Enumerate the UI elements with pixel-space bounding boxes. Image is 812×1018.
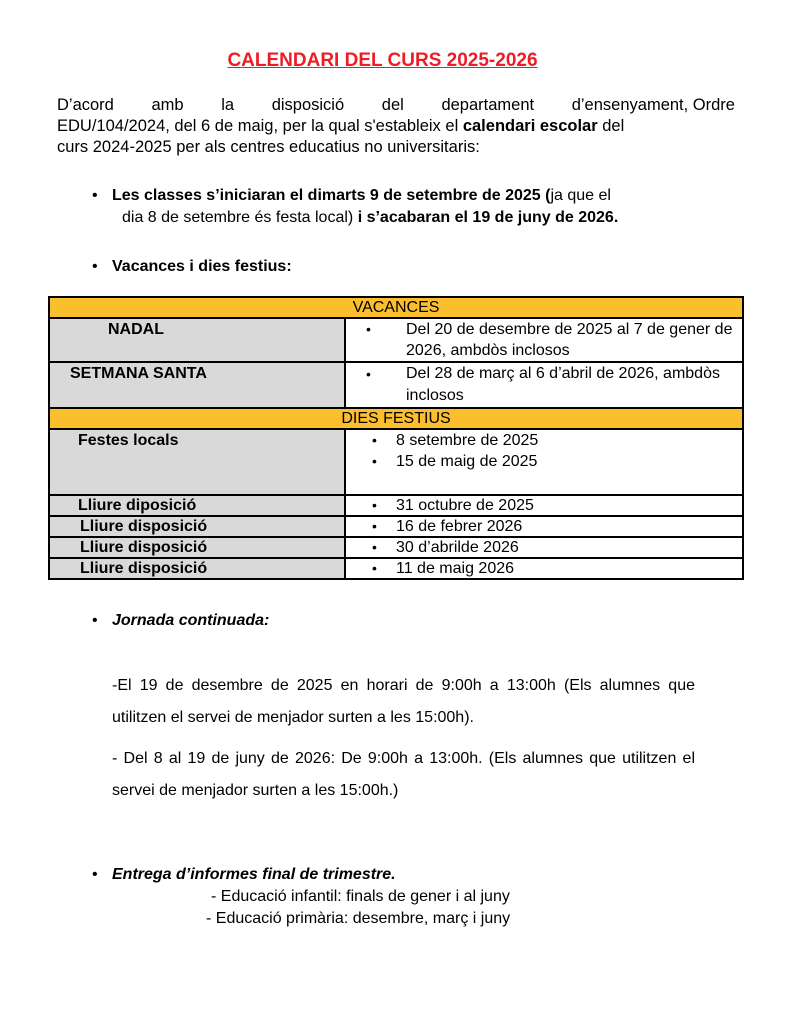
header-cell: DIES FESTIUS bbox=[49, 408, 743, 429]
value-text: 30 d’abrilde 2026 bbox=[396, 539, 519, 556]
table-header-vacances bbox=[49, 297, 743, 318]
row-value bbox=[345, 537, 743, 558]
table-row bbox=[49, 537, 743, 558]
intro-paragraph bbox=[57, 95, 735, 158]
row-label: Lliure disposició bbox=[49, 558, 345, 579]
table-header-festius bbox=[49, 408, 743, 429]
section-heading: Entrega d’informes final de trimestre. bbox=[112, 866, 396, 883]
word: d’ensenyament, Ordre bbox=[571, 96, 735, 114]
table-row bbox=[49, 495, 743, 516]
bullet-icon: • bbox=[372, 560, 377, 576]
text: EDU/104/2024, del 6 de maig, per la qual s'estableix el bbox=[57, 117, 463, 135]
calendar-table bbox=[48, 296, 744, 580]
row-value bbox=[345, 362, 743, 408]
bullet-icon: • bbox=[372, 453, 377, 469]
value-text: 8 setembre de 2025 bbox=[396, 432, 539, 449]
bullet-icon: • bbox=[372, 432, 377, 448]
text: dia 8 de setembre és festa local) bbox=[122, 209, 358, 226]
bullet-icon: • bbox=[92, 612, 98, 629]
text: ja que el bbox=[550, 187, 611, 204]
text: del bbox=[597, 117, 625, 135]
row-value bbox=[345, 558, 743, 579]
table-row bbox=[49, 362, 743, 408]
section-heading: Jornada continuada: bbox=[112, 612, 270, 629]
intro-line-3: curs 2024-2025 per als centres educatius no universitaris: bbox=[57, 138, 480, 156]
bullet-icon: • bbox=[372, 497, 377, 513]
row-label: NADAL bbox=[49, 318, 345, 362]
value-text: Del 28 de març al 6 d’abril de 2026, ambdòs inclosos bbox=[406, 365, 720, 404]
intro-line-1 bbox=[57, 95, 735, 116]
section-heading: Vacances i dies festius: bbox=[112, 258, 292, 275]
value-text: 11 de maig 2026 bbox=[396, 560, 515, 577]
bullet-icon: • bbox=[92, 187, 98, 204]
value-text: 16 de febrer 2026 bbox=[396, 518, 523, 535]
bullet-jornada bbox=[92, 612, 269, 630]
bullet-icon: • bbox=[372, 518, 377, 534]
row-value bbox=[345, 516, 743, 537]
row-label: SETMANA SANTA bbox=[49, 362, 345, 408]
word: amb bbox=[151, 96, 184, 114]
word: la bbox=[221, 96, 235, 114]
page-title: CALENDARI DEL CURS 2025-2026 bbox=[227, 50, 538, 71]
word: del bbox=[381, 96, 404, 114]
bullet-entrega bbox=[92, 866, 396, 884]
bullet-icon: • bbox=[92, 258, 98, 275]
row-label: Lliure disposició bbox=[49, 516, 345, 537]
bold-text: calendari escolar bbox=[462, 117, 598, 135]
bullet-icon: • bbox=[366, 366, 371, 382]
entrega-infantil: - Educació infantil: finals de gener i al juny bbox=[211, 888, 510, 905]
table-row bbox=[49, 318, 743, 362]
word: departament bbox=[441, 96, 535, 114]
intro-line-2 bbox=[57, 116, 735, 137]
bold-text: Les classes s’iniciaran el dimarts 9 de setembre de 2025 ( bbox=[112, 187, 551, 204]
table-row bbox=[49, 516, 743, 537]
bullet-icon: • bbox=[372, 539, 377, 555]
bullet-classes bbox=[92, 185, 618, 229]
row-label: Lliure disposició bbox=[49, 537, 345, 558]
bold-text: i s’acabaran el 19 de juny de 2026. bbox=[357, 209, 619, 226]
row-value bbox=[345, 318, 743, 362]
bullet-icon: • bbox=[366, 321, 371, 337]
jornada-paragraph-2: - Del 8 al 19 de juny de 2026: De 9:00h a 13:00h. (Els alumnes que utilitzen el servei de menjador surten a les 15:00h.) bbox=[112, 750, 695, 799]
table-row bbox=[49, 429, 743, 495]
bullet-icon: • bbox=[92, 866, 98, 883]
row-value bbox=[345, 429, 743, 495]
bullet-vacances bbox=[92, 256, 292, 278]
word: disposició bbox=[271, 96, 345, 114]
table-row bbox=[49, 558, 743, 579]
jornada-paragraph-1: -El 19 de desembre de 2025 en horari de 9:00h a 13:00h (Els alumnes que utilitzen el servei de menjador surten a les 15:00h). bbox=[112, 677, 695, 726]
word: D’acord bbox=[57, 96, 114, 114]
header-cell: VACANCES bbox=[49, 297, 743, 318]
row-label: Festes locals bbox=[49, 429, 345, 495]
row-label: Lliure diposició bbox=[49, 495, 345, 516]
value-text: 15 de maig de 2025 bbox=[396, 453, 538, 470]
value-text: 31 octubre de 2025 bbox=[396, 497, 534, 514]
entrega-primaria: - Educació primària: desembre, març i juny bbox=[206, 910, 511, 927]
row-value bbox=[345, 495, 743, 516]
value-text: Del 20 de desembre de 2025 al 7 de gener de 2026, ambdòs inclosos bbox=[406, 321, 733, 359]
